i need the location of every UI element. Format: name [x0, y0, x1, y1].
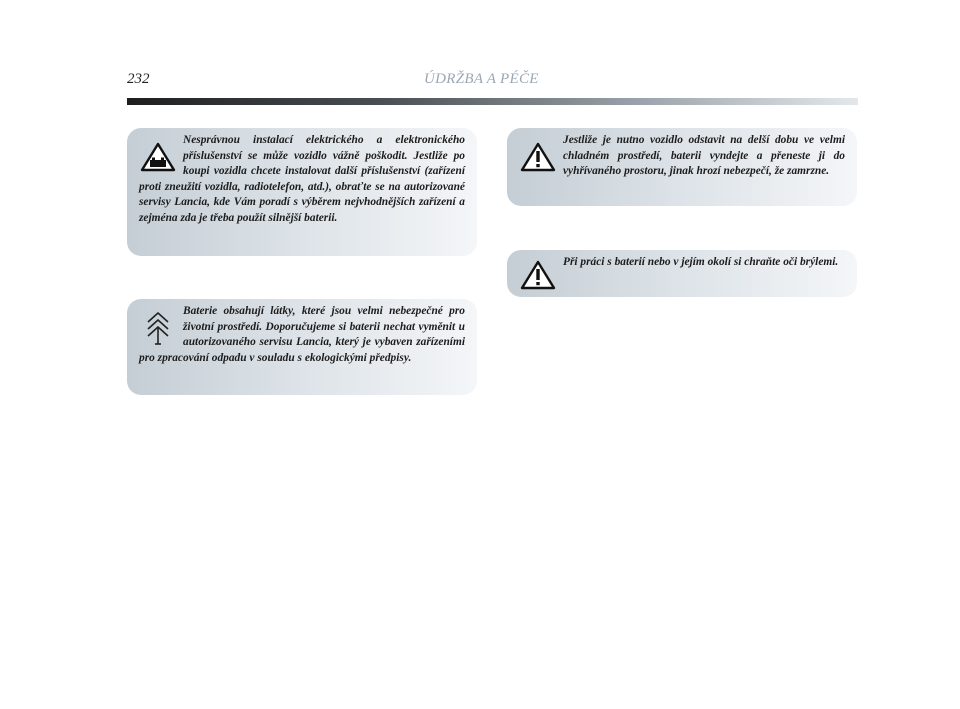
environment-tree-icon [139, 312, 177, 344]
note-environment [127, 299, 477, 395]
note-text: Nesprávnou instalací elektrického a elektronického příslušenství se může vozidlo vážně poškodit. Jestliže po koupi vozidla chcete instalovat další příslušenství (zařízení proti zneužití vozidla, radiotelefon, atd.), obraťte se na autorizované servisy Lancia, kde Vám poradí s výběrem nejvhodnějších zařízení a zejména zda je třeba použít silnější baterii. [139, 134, 465, 224]
battery-hazard-icon [139, 141, 177, 173]
header-rule [127, 98, 858, 105]
section-title: ÚDRŽBA A PÉČE [424, 71, 539, 87]
note-goggles [507, 250, 857, 297]
note-freeze [507, 128, 857, 206]
note-accessories [127, 128, 477, 256]
note-text: Jestliže je nutno vozidlo odstavit na delší dobu ve velmi chladném prostředí, baterii vyndejte a přeneste ji do vyhřívaného prostoru, jinak hrozí nebezpečí, že zamrzne. [563, 134, 845, 177]
page-number: 232 [127, 71, 150, 87]
warning-triangle-icon [519, 259, 557, 291]
warning-triangle-icon [519, 141, 557, 173]
note-text: Baterie obsahují látky, které jsou velmi nebezpečné pro životní prostředí. Doporučujeme si baterii nechat vyměnit u autorizovaného servisu Lancia, který je vybaven zařízeními pro zpracování odpadu v souladu s ekologickými předpisy. [139, 305, 465, 364]
note-text: Při práci s baterií nebo v jejím okolí si chraňte oči brýlemi. [563, 256, 839, 268]
